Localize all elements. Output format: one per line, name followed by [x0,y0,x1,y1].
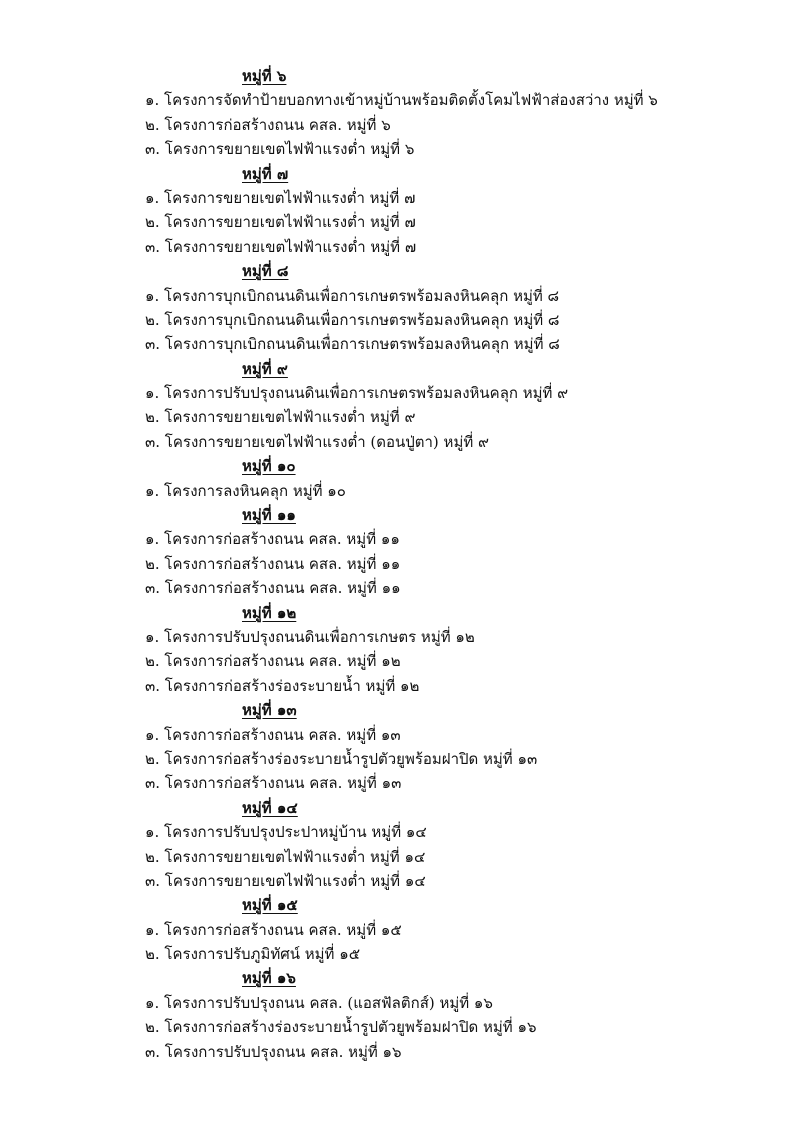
village-heading: หมู่ที่ ๑๐ [242,457,296,476]
village-heading: หมู่ที่ ๑๔ [242,798,298,817]
village-heading: หมู่ที่ ๙ [242,359,288,378]
project-item: ๑. โครงการปรับปรุงถนนดินเพื่อการเกษตร หมู่ที่ ๑๒ [145,627,475,646]
project-item: ๑. โครงการปรับปรุงถนน คสล. (แอสฟัลติกส์) หมู่ที่ ๑๖ [145,993,493,1012]
village-heading: หมู่ที่ ๖ [242,67,287,85]
project-item: ๑. โครงการก่อสร้างถนน คสล. หมู่ที่ ๑๓ [145,725,401,744]
village-section-7 [145,162,765,260]
village-section-6 [145,64,765,162]
project-item: ๑. โครงการก่อสร้างถนน คสล. หมู่ที่ ๑๑ [145,530,400,549]
project-item: ๓. โครงการขยายเขตไฟฟ้าแรงต่ำ หมู่ที่ ๖ [145,140,415,159]
project-item: ๑. โครงการบุกเบิกถนนดินเพื่อการเกษตรพร้อมลงหินคลุก หมู่ที่ ๘ [145,286,560,305]
project-item: ๑. โครงการปรับปรุงประปาหมู่บ้าน หมู่ที่ ๑๔ [145,823,427,842]
project-item: ๑. โครงการขยายเขตไฟฟ้าแรงต่ำ หมู่ที่ ๗ [145,188,416,207]
project-item: ๒. โครงการขยายเขตไฟฟ้าแรงต่ำ หมู่ที่ ๑๔ [145,847,426,866]
village-heading: หมู่ที่ ๑๑ [242,506,296,525]
project-item: ๓. โครงการขยายเขตไฟฟ้าแรงต่ำ (ดอนปู่ตา) หมู่ที่ ๙ [145,432,489,451]
village-heading: หมู่ที่ ๑๕ [242,896,298,915]
project-item: ๓. โครงการบุกเบิกถนนดินเพื่อการเกษตรพร้อมลงหินคลุก หมู่ที่ ๘ [145,335,560,354]
project-item: ๓. โครงการขยายเขตไฟฟ้าแรงต่ำ หมู่ที่ ๑๔ [145,871,426,890]
project-item: ๑. โครงการจัดทำป้ายบอกทางเข้าหมู่บ้านพร้อมติดตั้งโคมไฟฟ้าส่องสว่าง หมู่ที่ ๖ [145,91,658,110]
village-section-13 [145,698,765,796]
village-section-8 [145,259,765,357]
project-item: ๒. โครงการก่อสร้างถนน คสล. หมู่ที่ ๑๑ [145,554,401,573]
project-item: ๒. โครงการปรับภูมิทัศน์ หมู่ที่ ๑๕ [145,945,361,964]
village-heading: หมู่ที่ ๑๖ [242,969,296,988]
village-heading: หมู่ที่ ๑๓ [242,701,297,720]
village-section-10 [145,454,765,503]
village-heading: หมู่ที่ ๑๒ [242,603,297,622]
project-item: ๑. โครงการก่อสร้างถนน คสล. หมู่ที่ ๑๕ [145,920,402,939]
village-section-9 [145,357,765,455]
project-item: ๓. โครงการก่อสร้างถนน คสล. หมู่ที่ ๑๓ [145,774,402,793]
village-section-14 [145,796,765,894]
project-item: ๒. โครงการก่อสร้างถนน คสล. หมู่ที่ ๑๒ [145,652,401,671]
project-item: ๒. โครงการก่อสร้างร่องระบายน้ำรูปตัวยูพร้อมฝาปิด หมู่ที่ ๑๖ [145,1018,537,1037]
project-item: ๓. โครงการขยายเขตไฟฟ้าแรงต่ำ หมู่ที่ ๗ [145,237,417,256]
village-section-15 [145,893,765,966]
project-list [145,64,765,1064]
project-item: ๑. โครงการปรับปรุงถนนดินเพื่อการเกษตรพร้อมลงหินคลุก หมู่ที่ ๙ [145,384,569,403]
project-item: ๒. โครงการขยายเขตไฟฟ้าแรงต่ำ หมู่ที่ ๙ [145,408,416,427]
village-section-11 [145,503,765,601]
project-item: ๒. โครงการก่อสร้างร่องระบายน้ำรูปตัวยูพร้อมฝาปิด หมู่ที่ ๑๓ [145,749,538,768]
village-section-16 [145,966,765,1064]
village-heading: หมู่ที่ ๗ [242,164,289,183]
project-item: ๒. โครงการขยายเขตไฟฟ้าแรงต่ำ หมู่ที่ ๗ [145,213,416,232]
village-heading: หมู่ที่ ๘ [242,262,289,281]
project-item: ๑. โครงการลงหินคลุก หมู่ที่ ๑๐ [145,481,346,500]
village-section-12 [145,601,765,699]
project-item: ๒. โครงการบุกเบิกถนนดินเพื่อการเกษตรพร้อมลงหินคลุก หมู่ที่ ๘ [145,310,560,329]
project-item: ๓. โครงการก่อสร้างร่องระบายน้ำ หมู่ที่ ๑๒ [145,676,420,695]
project-item: ๓. โครงการปรับปรุงถนน คสล. หมู่ที่ ๑๖ [145,1042,402,1061]
project-item: ๓. โครงการก่อสร้างถนน คสล. หมู่ที่ ๑๑ [145,579,401,598]
project-item: ๒. โครงการก่อสร้างถนน คสล. หมู่ที่ ๖ [145,115,391,134]
